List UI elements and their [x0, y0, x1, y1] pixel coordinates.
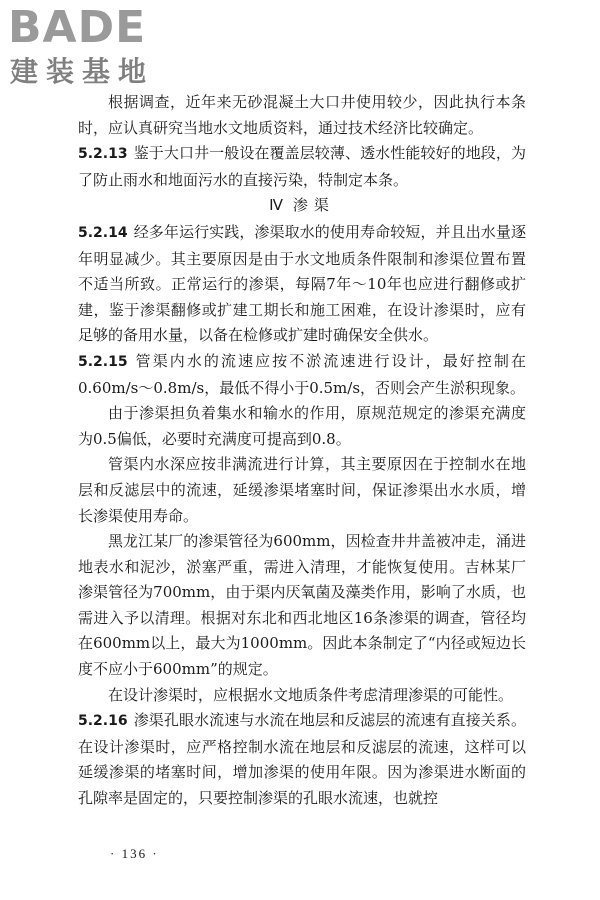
section-heading	[78, 193, 526, 220]
clause-text: 鉴于大口井一般设在覆盖层较薄、透水性能较好的地段，为了防止雨水和地面污水的直接污染，特制定本条。	[78, 144, 526, 189]
clause-number: 5.2.14	[78, 224, 128, 241]
logo	[8, 4, 178, 92]
clause-number: 5.2.16	[78, 713, 128, 730]
clause-number: 5.2.15	[78, 353, 128, 370]
clause-text: 渗渠孔眼水流速与水流在地层和反滤层的流速有直接关系。在设计渗渠时，应严格控制水流在地层和反滤层的流速，这样可以延缓渗渠的堵塞时间，增加渗渠的使用年限。因为渗渠进水断面的孔隙率是固定的，只要控制渗渠的孔眼水流速，也就控	[78, 711, 526, 808]
page-number: · 136 ·	[110, 846, 159, 861]
logo-subtitle: 建装基地	[10, 55, 155, 88]
clause-5-2-16	[78, 708, 526, 811]
clause-text: 管渠内水的流速应按不淤流速进行设计，最好控制在0.60m/s～0.8m/s，最低不得小于0.5m/s，否则会产生淤积现象。	[78, 351, 526, 397]
section-number: Ⅳ	[269, 198, 283, 215]
paragraph: 在设计渗渠时，应根据水文地质条件考虑清理渗渠的可能性。	[108, 685, 514, 704]
paragraph: 由于渗渠担负着集水和输水的作用，原规范规定的渗渠充满度为0.5偏低，必要时充满度可提高到0.8。	[78, 404, 526, 448]
paragraph: 黑龙江某厂的渗渠管径为600mm，因检查井井盖被冲走，涌进地表水和泥沙，淤塞严重，需进入清理，才能恢复使用。吉林某厂渗渠管径为700mm，由于渠内厌氧菌及藻类作用，影响了水质，也需进入予以清理。根据对东北和西北地区16条渗渠的调查，管径均在600mm以上，最大为1000mm。因此本条制定了“内径或短边长度不应小于600mm”的规定。	[78, 532, 526, 679]
paragraph: 根据调查，近年来无砂混凝土大口井使用较少，因此执行本条时，应认真研究当地水文地质资料，通过技术经济比较确定。	[78, 93, 526, 137]
clause-text: 经多年运行实践，渗渠取水的使用寿命较短，并且出水量逐年明显减少。其主要原因是由于水文地质条件限制和渗渠位置布置不适当所致。正常运行的渗渠，每隔7年～10年也应进行翻修或扩建，鉴于渗渠翻修或扩建工期长和施工困难，在设计渗渠时，应有足够的备用水量，以备在检修或扩建时确保安全供水。	[78, 222, 526, 345]
clause-5-2-14	[78, 220, 526, 349]
document-body	[78, 90, 526, 812]
clause-number: 5.2.13	[78, 146, 128, 163]
paragraph: 管渠内水深应按非满流进行计算，其主要原因在于控制水在地层和反滤层中的流速，延缓渗渠堵塞时间，保证渗渠出水水质，增长渗渠使用寿命。	[78, 455, 526, 525]
clause-5-2-13	[78, 141, 526, 193]
section-title: 渗渠	[292, 196, 335, 215]
logo-wordmark: BADE	[8, 2, 147, 53]
clause-5-2-15	[78, 349, 526, 401]
